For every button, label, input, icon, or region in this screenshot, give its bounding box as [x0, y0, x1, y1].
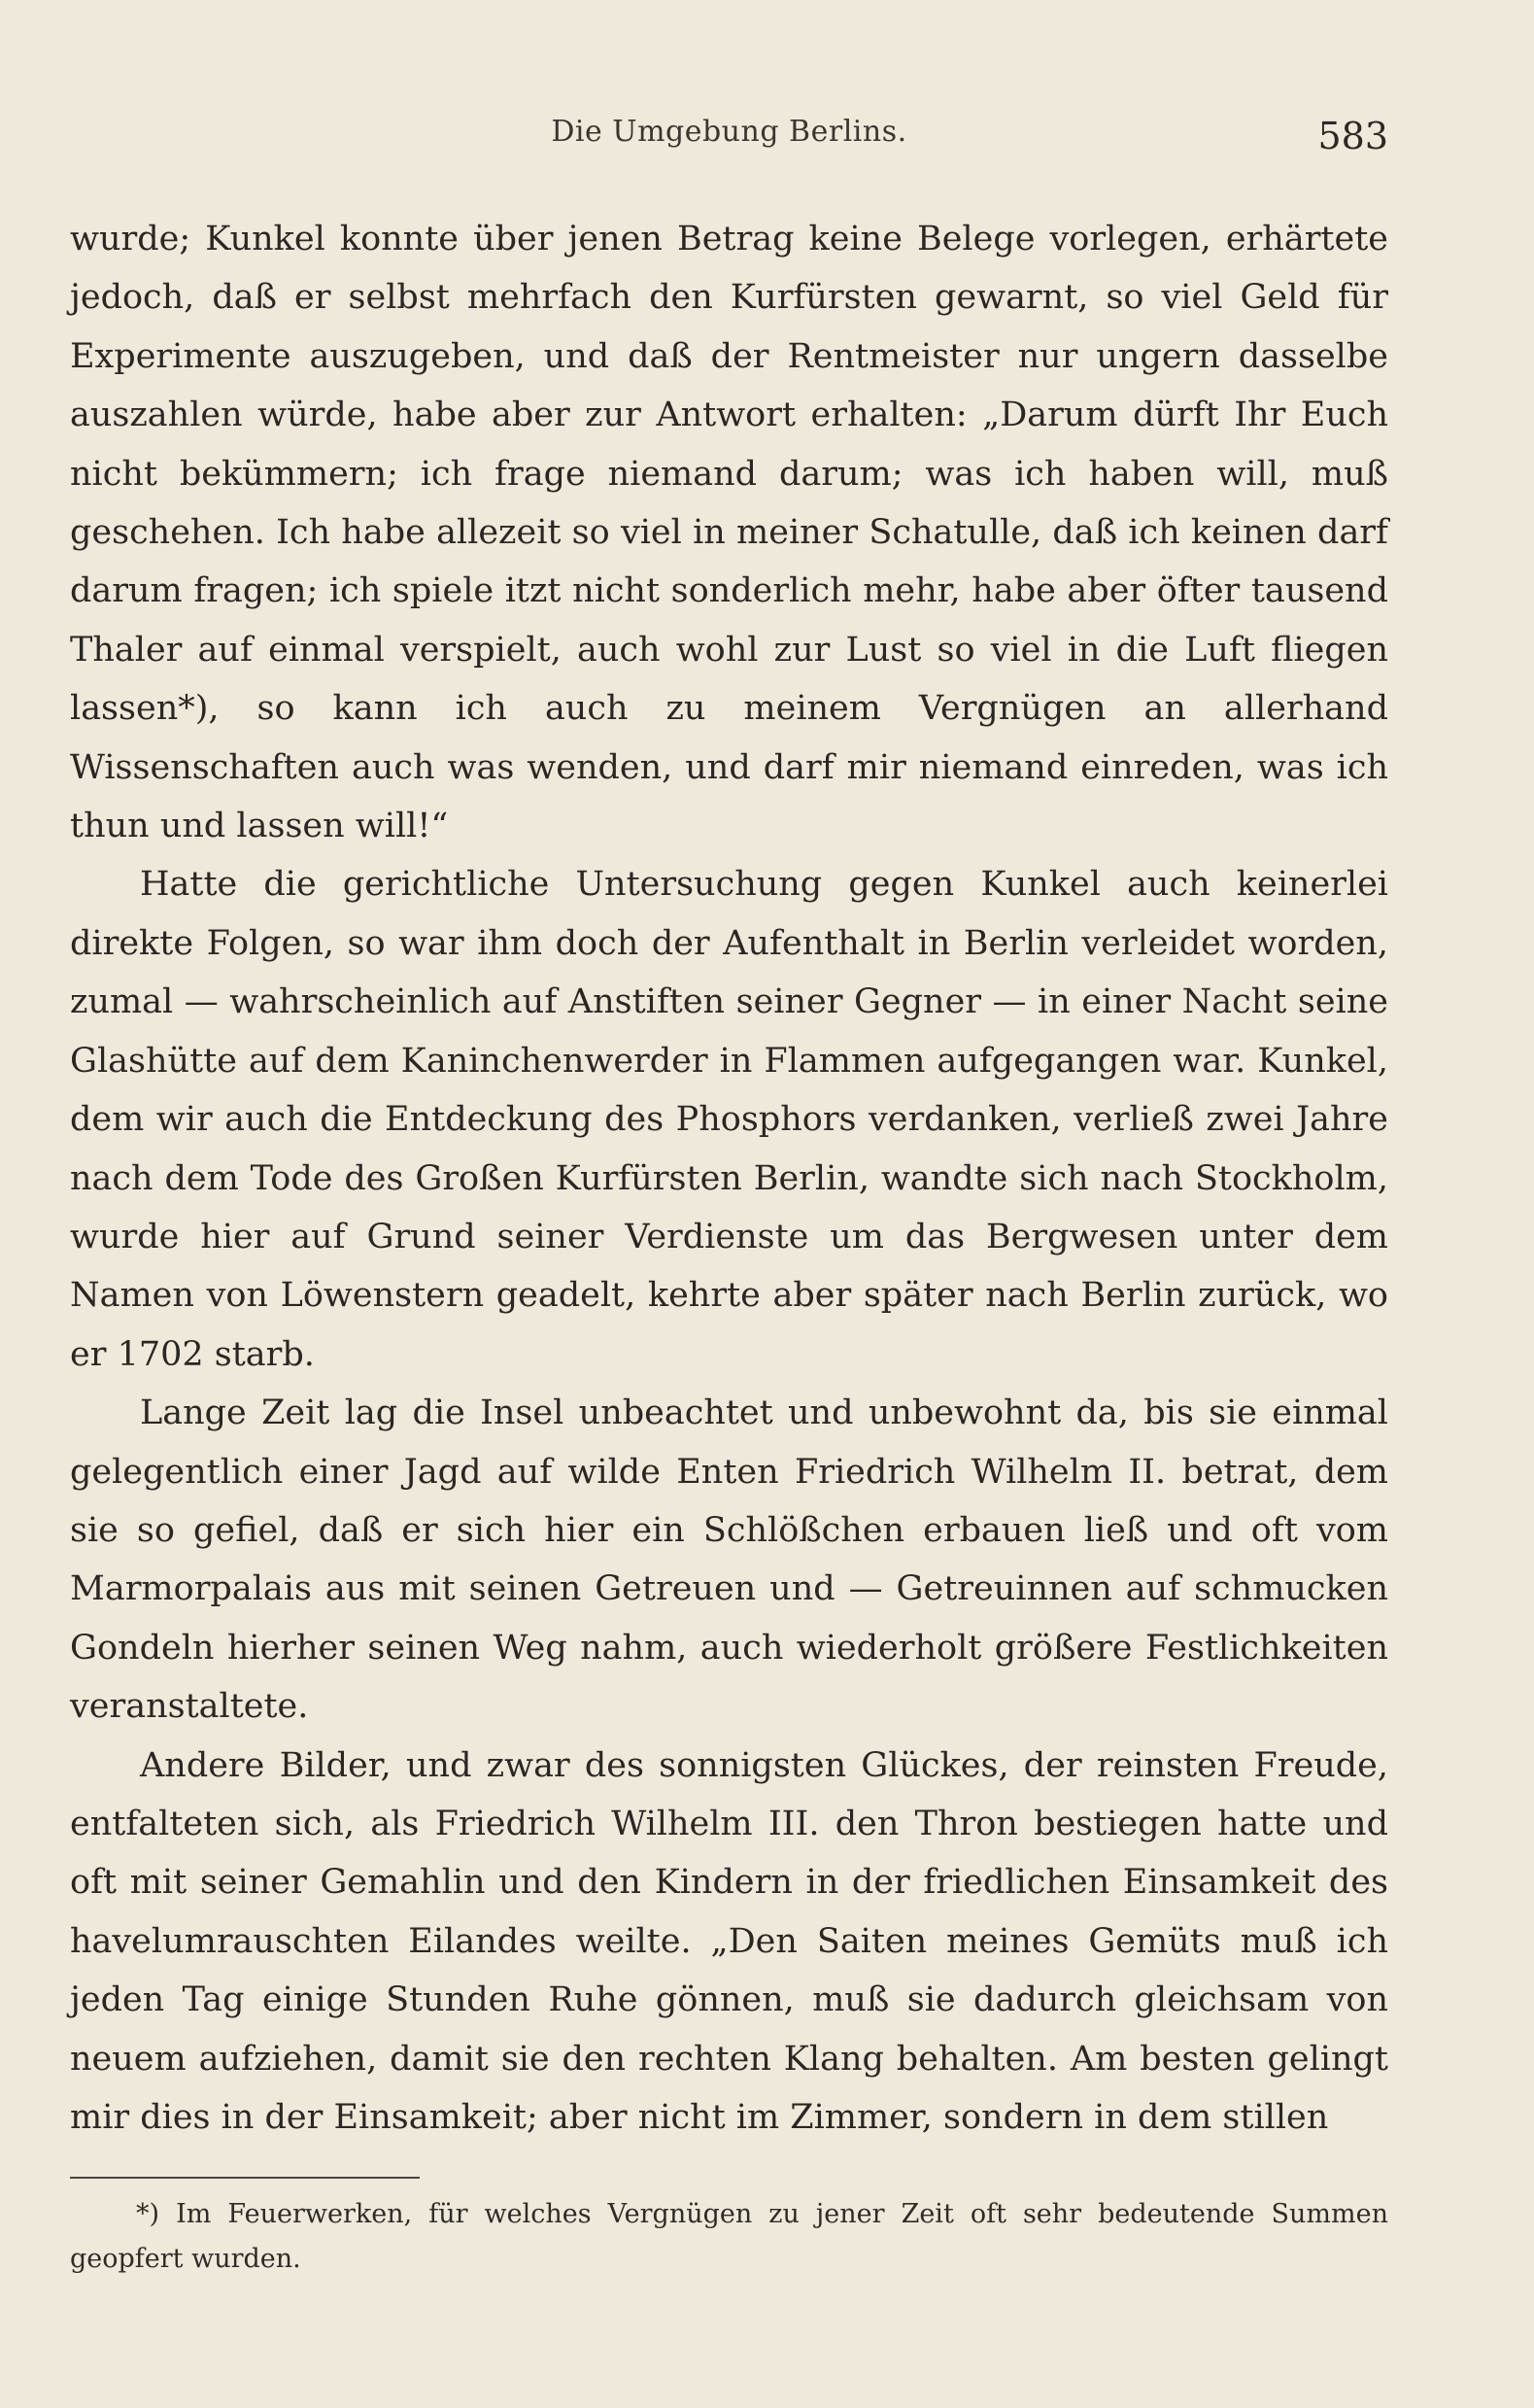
body-text — [70, 210, 1388, 2147]
paragraph-1: wurde; Kunkel konnte über jenen Betrag keine Belege vorlegen, erhärtete jedoch, daß er selbst mehrfach den Kurfürsten gewarnt, so viel Geld für Experimente auszugeben, und daß der Rentmeister nur ungern dasselbe auszahlen würde, habe aber zur Antwort erhalten: „Darum dürft Ihr Euch nicht bekümmern; ich frage niemand darum; was ich haben will, muß geschehen. Ich habe allezeit so viel in meiner Schatulle, daß ich keinen darf darum fragen; ich spiele itzt nicht sonderlich mehr, habe aber öfter tausend Thaler auf einmal verspielt, auch wohl zur Lust so viel in die Luft fliegen lassen*), so kann ich auch zu meinem Vergnügen an allerhand Wissenschaften auch was wenden, und darf mir niemand einreden, was ich thun und lassen will!“ — [70, 220, 1388, 846]
page-header — [70, 115, 1388, 173]
footnote-divider — [70, 2177, 420, 2179]
running-title: Die Umgebung Berlins. — [551, 115, 907, 149]
footnote: *) Im Feuerwerken, für welches Vergnügen zu jener Zeit oft sehr bedeutende Summen geopfert wurden. — [70, 2199, 1388, 2274]
paragraph-4: Andere Bilder, und zwar des sonnigsten Glückes, der reinsten Freude, entfalteten sich, als Friedrich Wilhelm III. den Thron bestiegen hatte und oft mit seiner Gemahlin und den Kindern in der friedlichen Einsamkeit des havelumrauschten Eilandes weilte. „Den Saiten meines Gemüts muß ich jeden Tag einige Stunden Ruhe gönnen, muß sie dadurch gleichsam von neuem aufziehen, damit sie den rechten Klang behalten. Am besten gelingt mir dies in der Einsamkeit; aber nicht im Zimmer, sondern in dem stillen — [70, 1745, 1388, 2137]
page-number: 583 — [1317, 115, 1388, 157]
paragraph-2: Hatte die gerichtliche Untersuchung gegen Kunkel auch keinerlei direkte Folgen, so war ihm doch der Aufenthalt in Berlin verleidet worden, zumal — wahrscheinlich auf Anstiften seiner Gegner — in einer Nacht seine Glashütte auf dem Kaninchenwerder in Flammen aufgegangen war. Kunkel, dem wir auch die Entdeckung des Phosphors verdanken, verließ zwei Jahre nach dem Tode des Großen Kurfürsten Berlin, wandte sich nach Stockholm, wurde hier auf Grund seiner Verdienste um das Bergwesen unter dem Namen von Löwenstern geadelt, kehrte aber später nach Berlin zurück, wo er 1702 starb. — [70, 865, 1388, 1374]
paragraph-3: Lange Zeit lag die Insel unbeachtet und unbewohnt da, bis sie einmal gelegentlich einer Jagd auf wilde Enten Friedrich Wilhelm II. betrat, dem sie so gefiel, daß er sich hier ein Schlößchen erbauen ließ und oft vom Marmorpalais aus mit seinen Getreuen und — Getreuinnen auf schmucken Gondeln hierher seinen Weg nahm, auch wiederholt größere Festlichkeiten veranstaltete. — [70, 1393, 1388, 1727]
